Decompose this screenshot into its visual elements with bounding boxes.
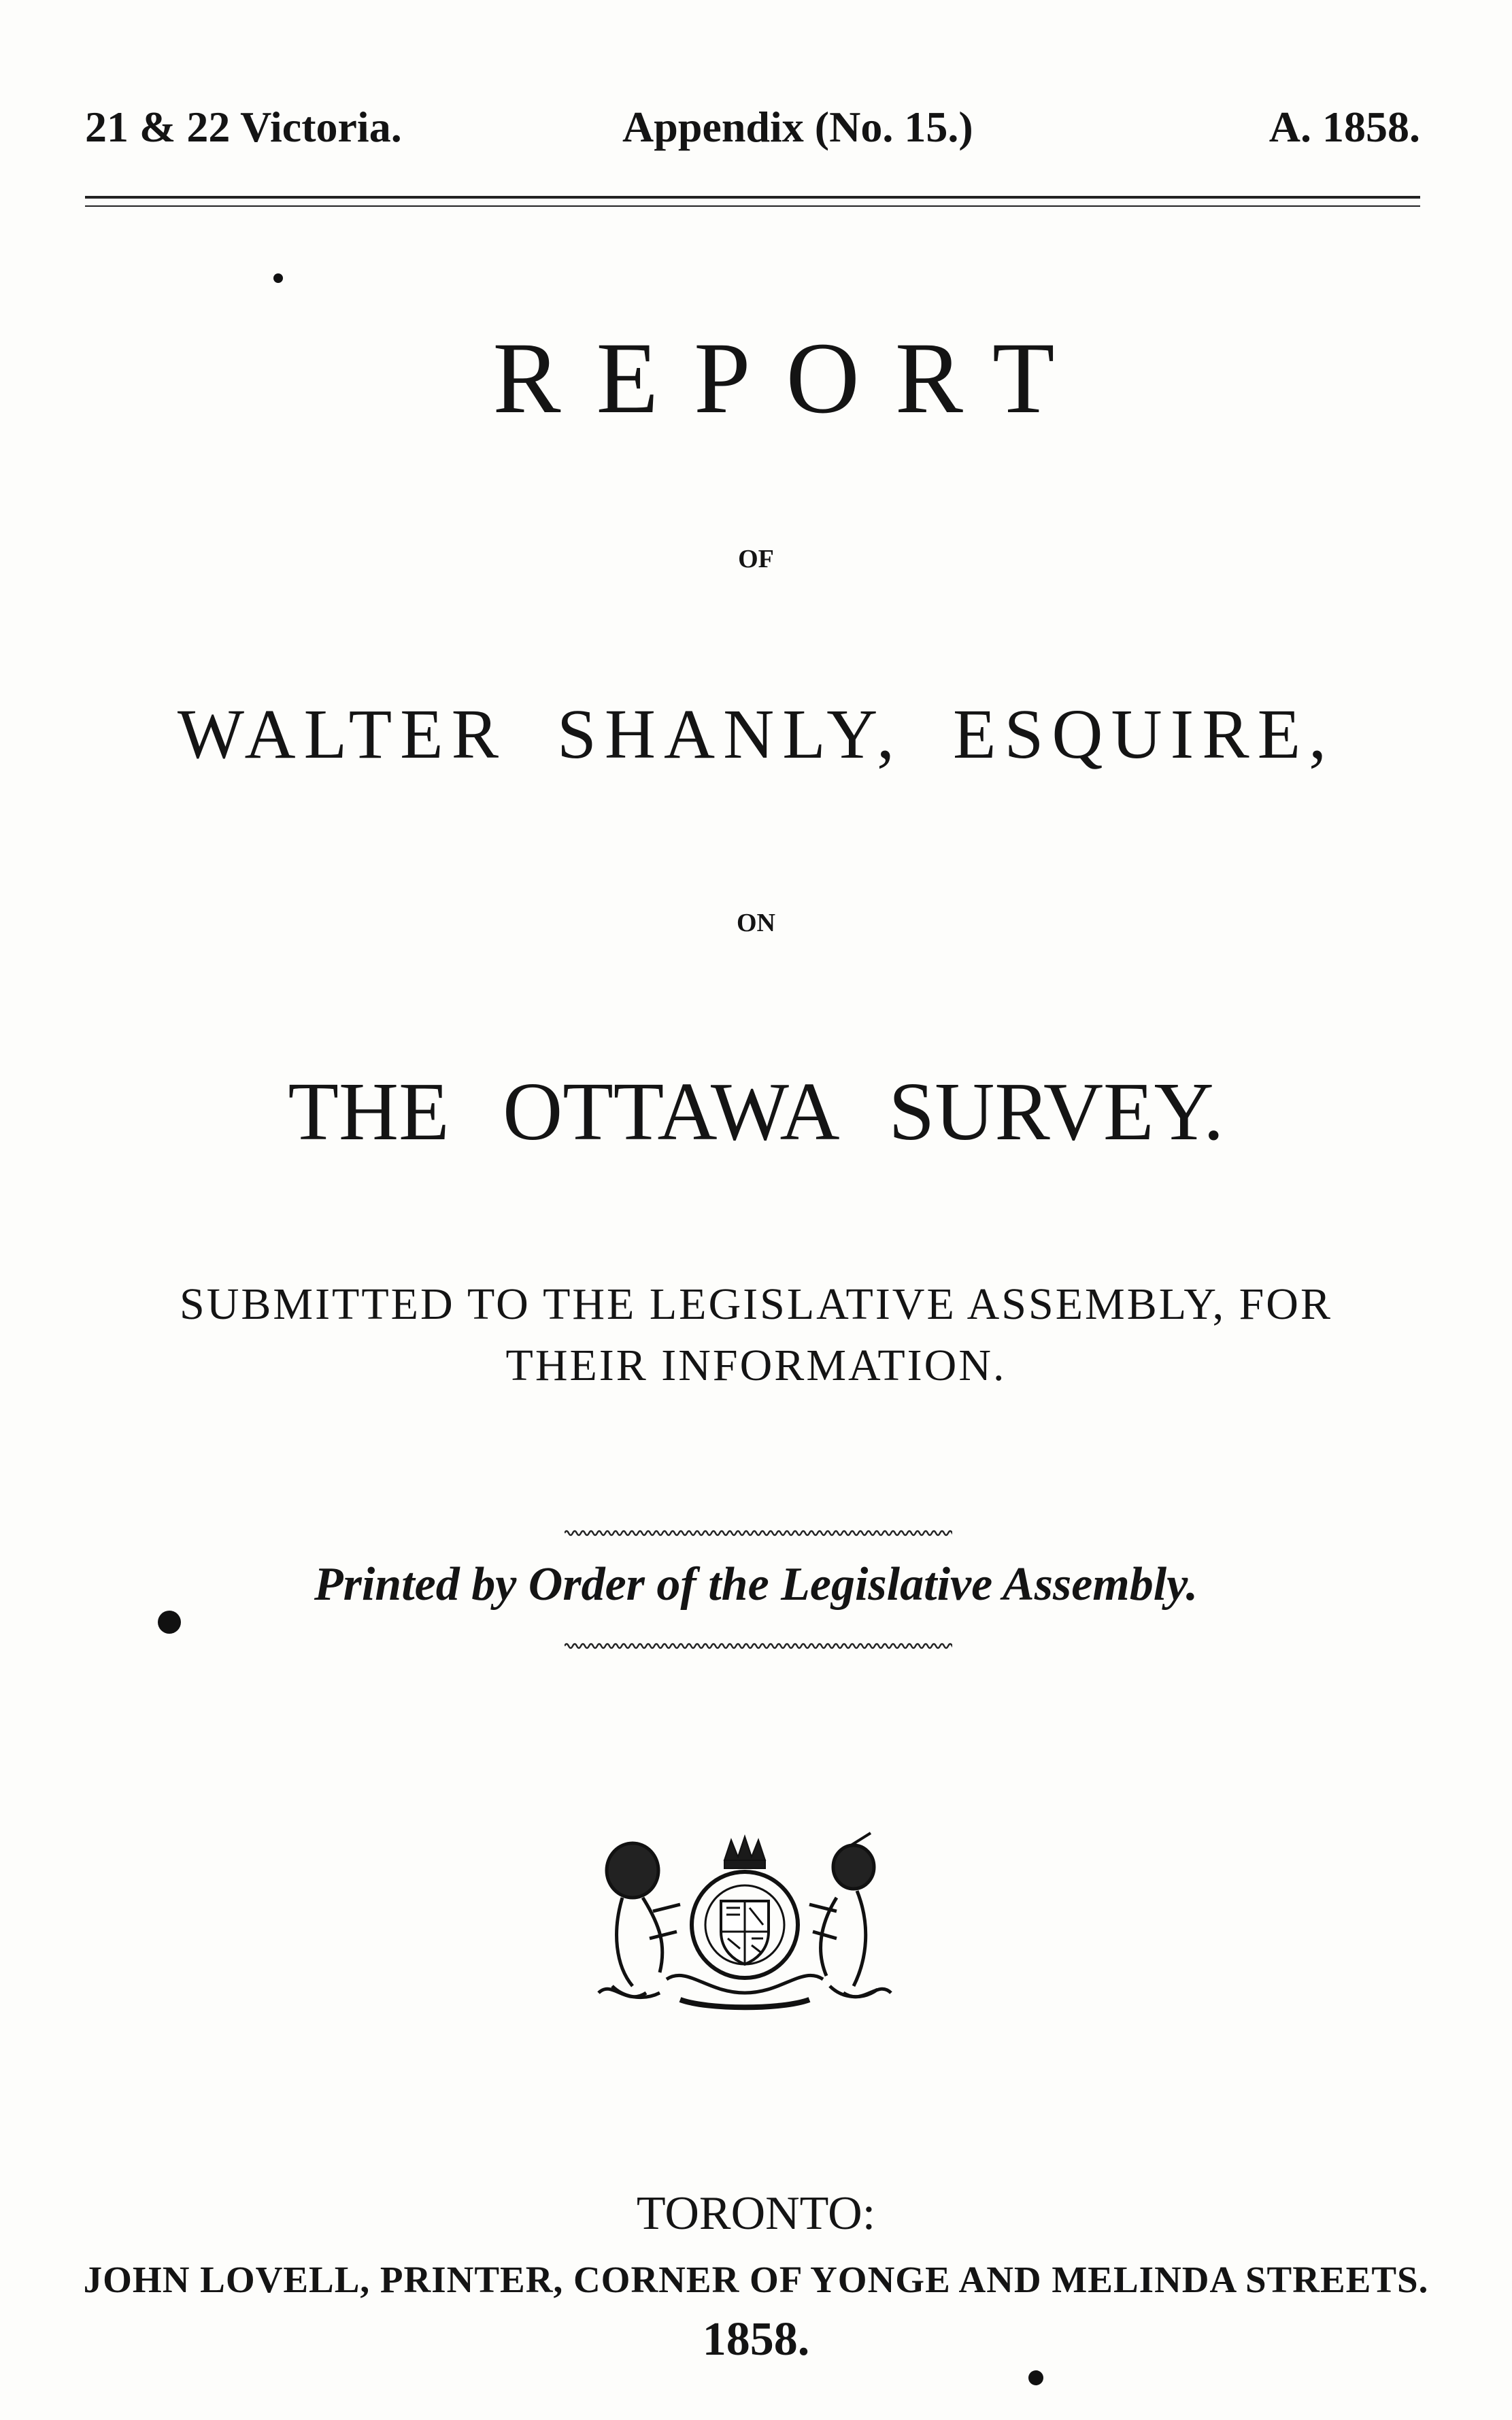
ink-speck xyxy=(273,273,283,283)
printed-by-order: Printed by Order of the Legislative Assembly. xyxy=(314,1558,1198,1611)
imprint-place: TORONTO: xyxy=(636,2187,876,2240)
unicorn-supporter-icon xyxy=(809,1833,877,1997)
header-year: A. 1858. xyxy=(1269,103,1420,151)
author-name: WALTER SHANLY, ESQUIRE, xyxy=(177,695,1335,773)
submission-note-line-1: SUBMITTED TO THE LEGISLATIVE ASSEMBLY, FOR xyxy=(180,1279,1332,1329)
header-rule-thick xyxy=(85,196,1420,199)
of-connector: OF xyxy=(738,545,774,573)
report-subject: THE OTTAWA SURVEY. xyxy=(288,1066,1224,1158)
report-title: REPORT xyxy=(492,322,1090,435)
ink-speck xyxy=(1028,2370,1043,2385)
imprint-year: 1858. xyxy=(702,2313,810,2366)
ink-speck xyxy=(158,1611,181,1634)
garter-shield-icon xyxy=(692,1872,798,1978)
wavy-rule-bottom xyxy=(565,1641,952,1651)
submission-note-line-2: THEIR INFORMATION. xyxy=(505,1341,1007,1390)
on-connector: ON xyxy=(737,909,775,937)
imprint-printer: JOHN LOVELL, PRINTER, CORNER OF YONGE AND MELINDA STREETS. xyxy=(83,2259,1429,2300)
lion-supporter-icon xyxy=(607,1843,680,1998)
motto-scroll-icon xyxy=(599,1975,891,2007)
royal-coat-of-arms-icon xyxy=(585,1830,905,2020)
header-session: 21 & 22 Victoria. xyxy=(85,103,402,151)
header-appendix: Appendix (No. 15.) xyxy=(622,103,973,151)
running-header xyxy=(85,102,1420,156)
crown-icon xyxy=(724,1836,765,1868)
header-rule-thin xyxy=(85,205,1420,207)
wavy-rule-top xyxy=(565,1528,952,1539)
